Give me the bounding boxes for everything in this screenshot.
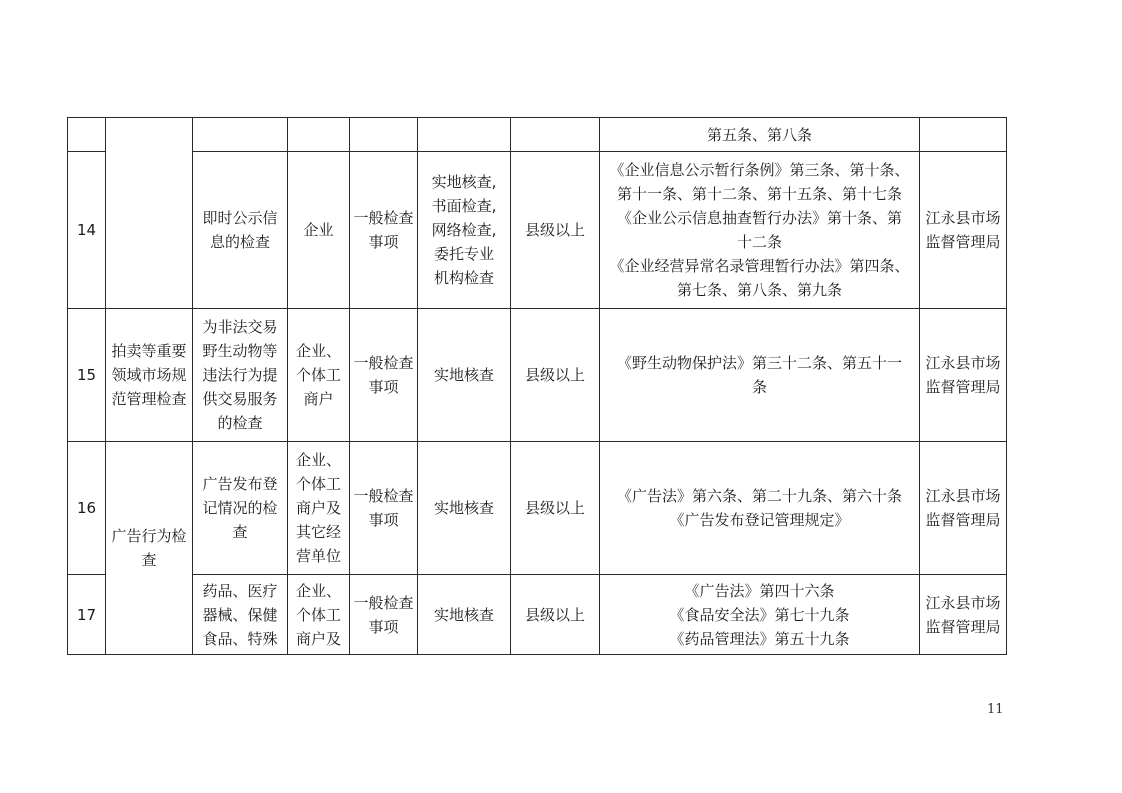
level-cell: 县级以上 [511,442,600,575]
level-cell: 县级以上 [511,152,600,309]
basis-line: 《野生动物保护法》第三十二条、第五十一 [616,354,902,372]
basis-cell [600,309,920,442]
method-line: 机构检查 [433,269,494,287]
basis-line: 第七条、第八条、第九条 [676,281,842,299]
dept-cell [920,118,1007,152]
method-cell: 实地核查 [418,442,511,575]
table-row [68,442,1007,575]
item-cell [193,118,288,152]
basis-line: 第十一条、第十二条、第十五条、第十七条 [616,185,902,203]
method-line: 书面检查, [431,197,497,215]
basis-line: 《广告法》第四十六条 [684,581,835,600]
item-text: 药品、医疗器械、保健食品、特殊 [202,581,278,648]
dept-cell: 江永县市场监督管理局 [920,575,1007,655]
method-cell: 实地核查 [418,309,511,442]
item-cell [193,575,288,655]
item-cell: 为非法交易野生动物等违法行为提供交易服务的检查 [193,309,288,442]
level-cell: 县级以上 [511,575,600,655]
subject-cell: 广告行为检查 [106,442,193,655]
method-line: 委托专业 [433,245,494,263]
basis-line: 第五条、第八条 [706,125,812,144]
basis-line: 《广告法》第六条、第二十九条、第六十条 [616,487,902,505]
item-cell: 即时公示信息的检查 [193,152,288,309]
level-cell [511,118,600,152]
basis-line: 十二条 [736,233,782,251]
objects-cell [288,118,350,152]
method-cell [418,152,511,309]
objects-cell: 企业 [288,152,350,309]
row-number: 17 [68,575,106,655]
dept-cell: 江永县市场监督管理局 [920,309,1007,442]
type-cell: 一般检查事项 [350,442,418,575]
objects-text: 企业、个体工商户及 [295,581,341,648]
row-number: 16 [68,442,106,575]
type-cell: 一般检查事项 [350,309,418,442]
row-number: 14 [68,152,106,309]
method-line: 实地核查, [431,173,497,191]
basis-cell [600,442,920,575]
objects-cell: 企业、个体工商户 [288,309,350,442]
dept-cell: 江永县市场监督管理局 [920,442,1007,575]
basis-line: 《企业公示信息抽查暂行办法》第十条、第 [616,209,902,227]
basis-cell [600,152,920,309]
row-number: 15 [68,309,106,442]
basis-line: 《企业经营异常名录管理暂行办法》第四条、 [609,257,910,275]
type-cell: 一般检查事项 [350,152,418,309]
basis-line: 条 [751,378,767,396]
item-cell: 广告发布登记情况的检查 [193,442,288,575]
basis-line: 《药品管理法》第五十九条 [669,629,850,648]
table-row [68,118,1007,152]
table-row [68,309,1007,442]
table-row [68,575,1007,655]
objects-cell [288,575,350,655]
basis-line: 《广告发布登记管理规定》 [669,511,850,529]
subject-cell [106,118,193,309]
dept-cell: 江永县市场监督管理局 [920,152,1007,309]
basis-line: 《企业信息公示暂行条例》第三条、第十条、 [609,161,910,179]
method-cell [418,118,511,152]
basis-cell [600,118,920,152]
level-cell: 县级以上 [511,309,600,442]
table-row [68,152,1007,309]
row-number [68,118,106,152]
method-cell: 实地核查 [418,575,511,655]
method-line: 网络检查, [431,221,497,239]
subject-cell: 拍卖等重要领域市场规范管理检查 [106,309,193,442]
objects-cell: 企业、个体工商户及其它经营单位 [288,442,350,575]
page-number: 11 [987,702,1004,717]
type-cell: 一般检查事项 [350,575,418,655]
basis-cell [600,575,920,655]
type-cell [350,118,418,152]
inspection-table [67,117,1007,655]
basis-line: 《食品安全法》第七十九条 [669,605,850,624]
